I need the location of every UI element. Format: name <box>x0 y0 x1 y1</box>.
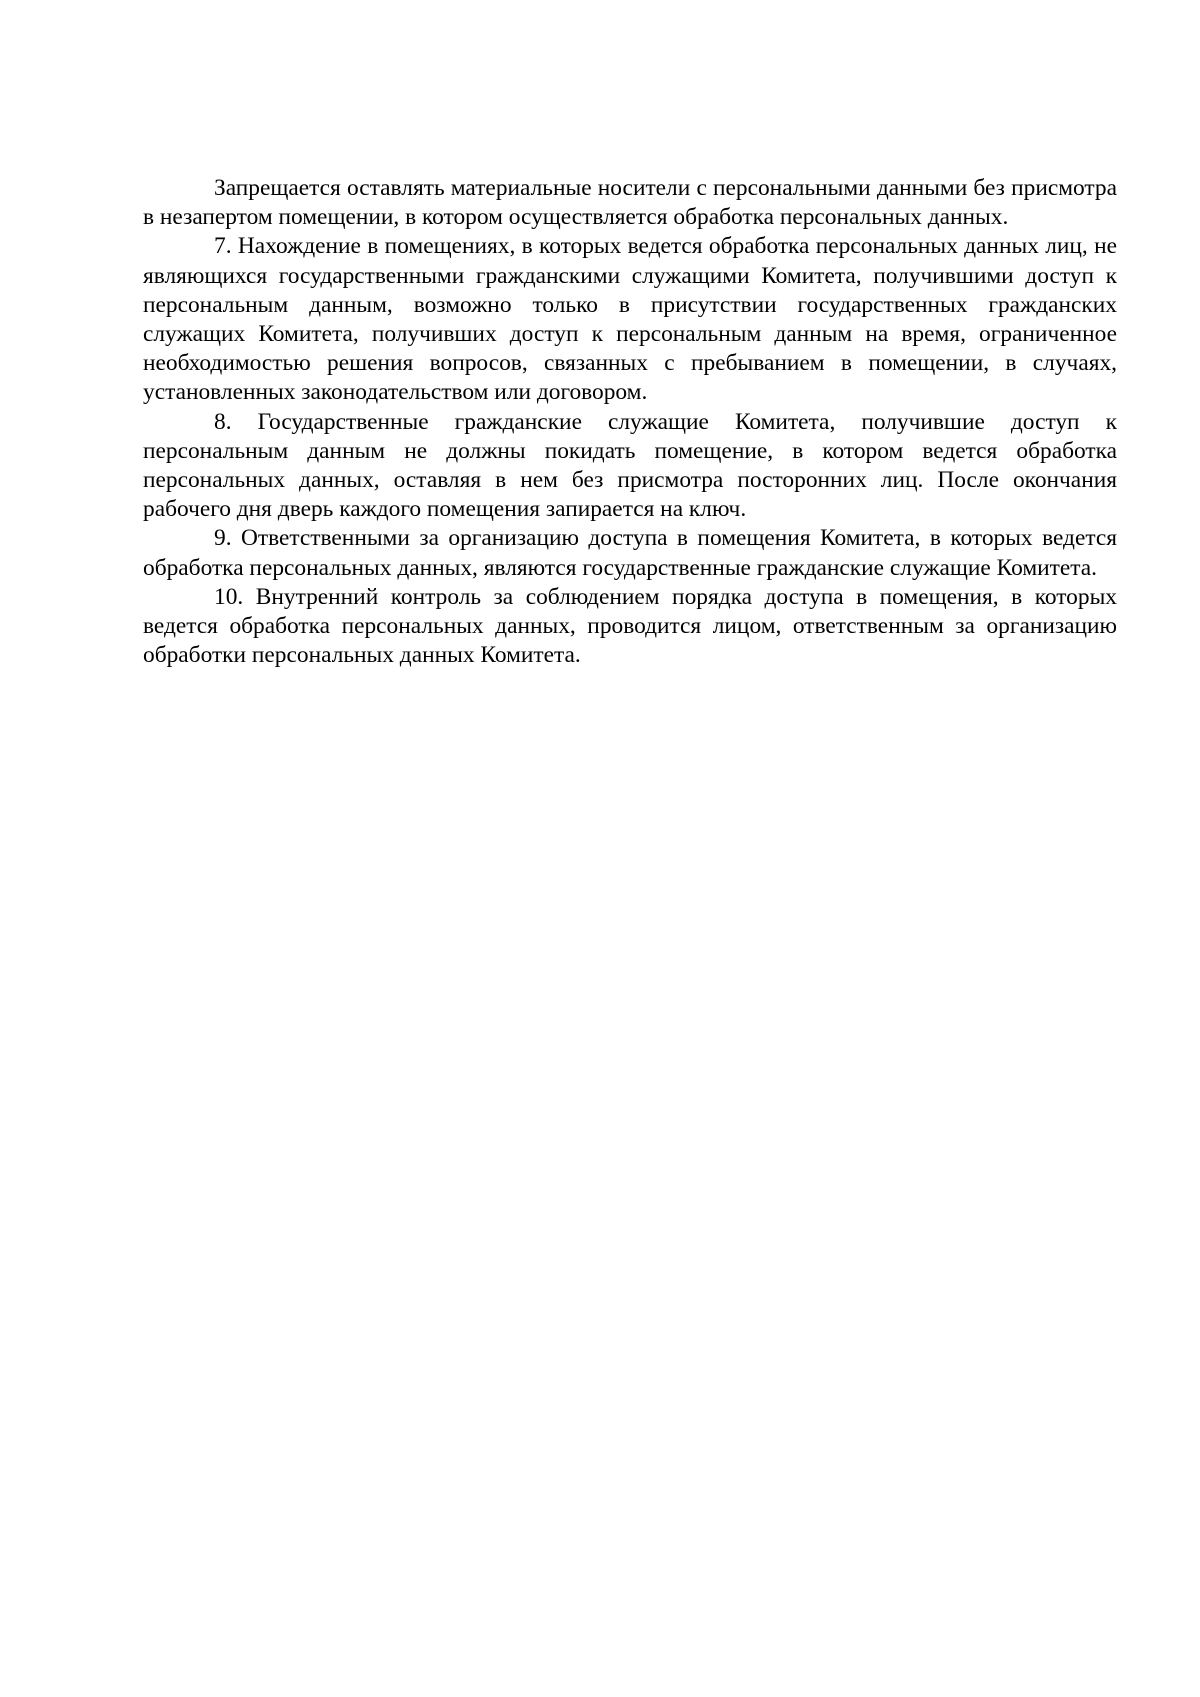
document-body <box>143 174 1117 670</box>
paragraph-unattended-media: Запрещается оставлять материальные носители с персональными данными без присмотра в незапертом помещении, в котором осуществляется обработка персональных данных. <box>143 175 1117 231</box>
paragraph-10-internal-control: 10. Внутренний контроль за соблюдением порядка доступа в помещения, в которых ведется обработка персональных данных, проводится лицом, ответственным за организацию обработки персональных данных Комитета. <box>143 583 1117 669</box>
paragraph-7-presence-of-persons: 7. Нахождение в помещениях, в которых ведется обработка персональных данных лиц, не являющихся государственными гражданскими служащими Комитета, получившими доступ к персональным данным, возможно только в присутствии государственных гражданских служащих Комитета, получивших доступ к персональным данным на время, ограниченное необходимостью решения вопросов, связанных с пребыванием в помещении, в случаях, установленных законодательством или договором. <box>143 233 1117 406</box>
paragraph-9-responsible-persons: 9. Ответственными за организацию доступа в помещения Комитета, в которых ведется обработка персональных данных, являются государственные гражданские служащие Комитета. <box>143 525 1117 581</box>
paragraph-8-leaving-premises: 8. Государственные гражданские служащие Комитета, получившие доступ к персональным данным не должны покидать помещение, в котором ведется обработка персональных данных, оставляя в нем без присмотра посторонних лиц. После окончания рабочего дня дверь каждого помещения запирается на ключ. <box>143 408 1117 523</box>
